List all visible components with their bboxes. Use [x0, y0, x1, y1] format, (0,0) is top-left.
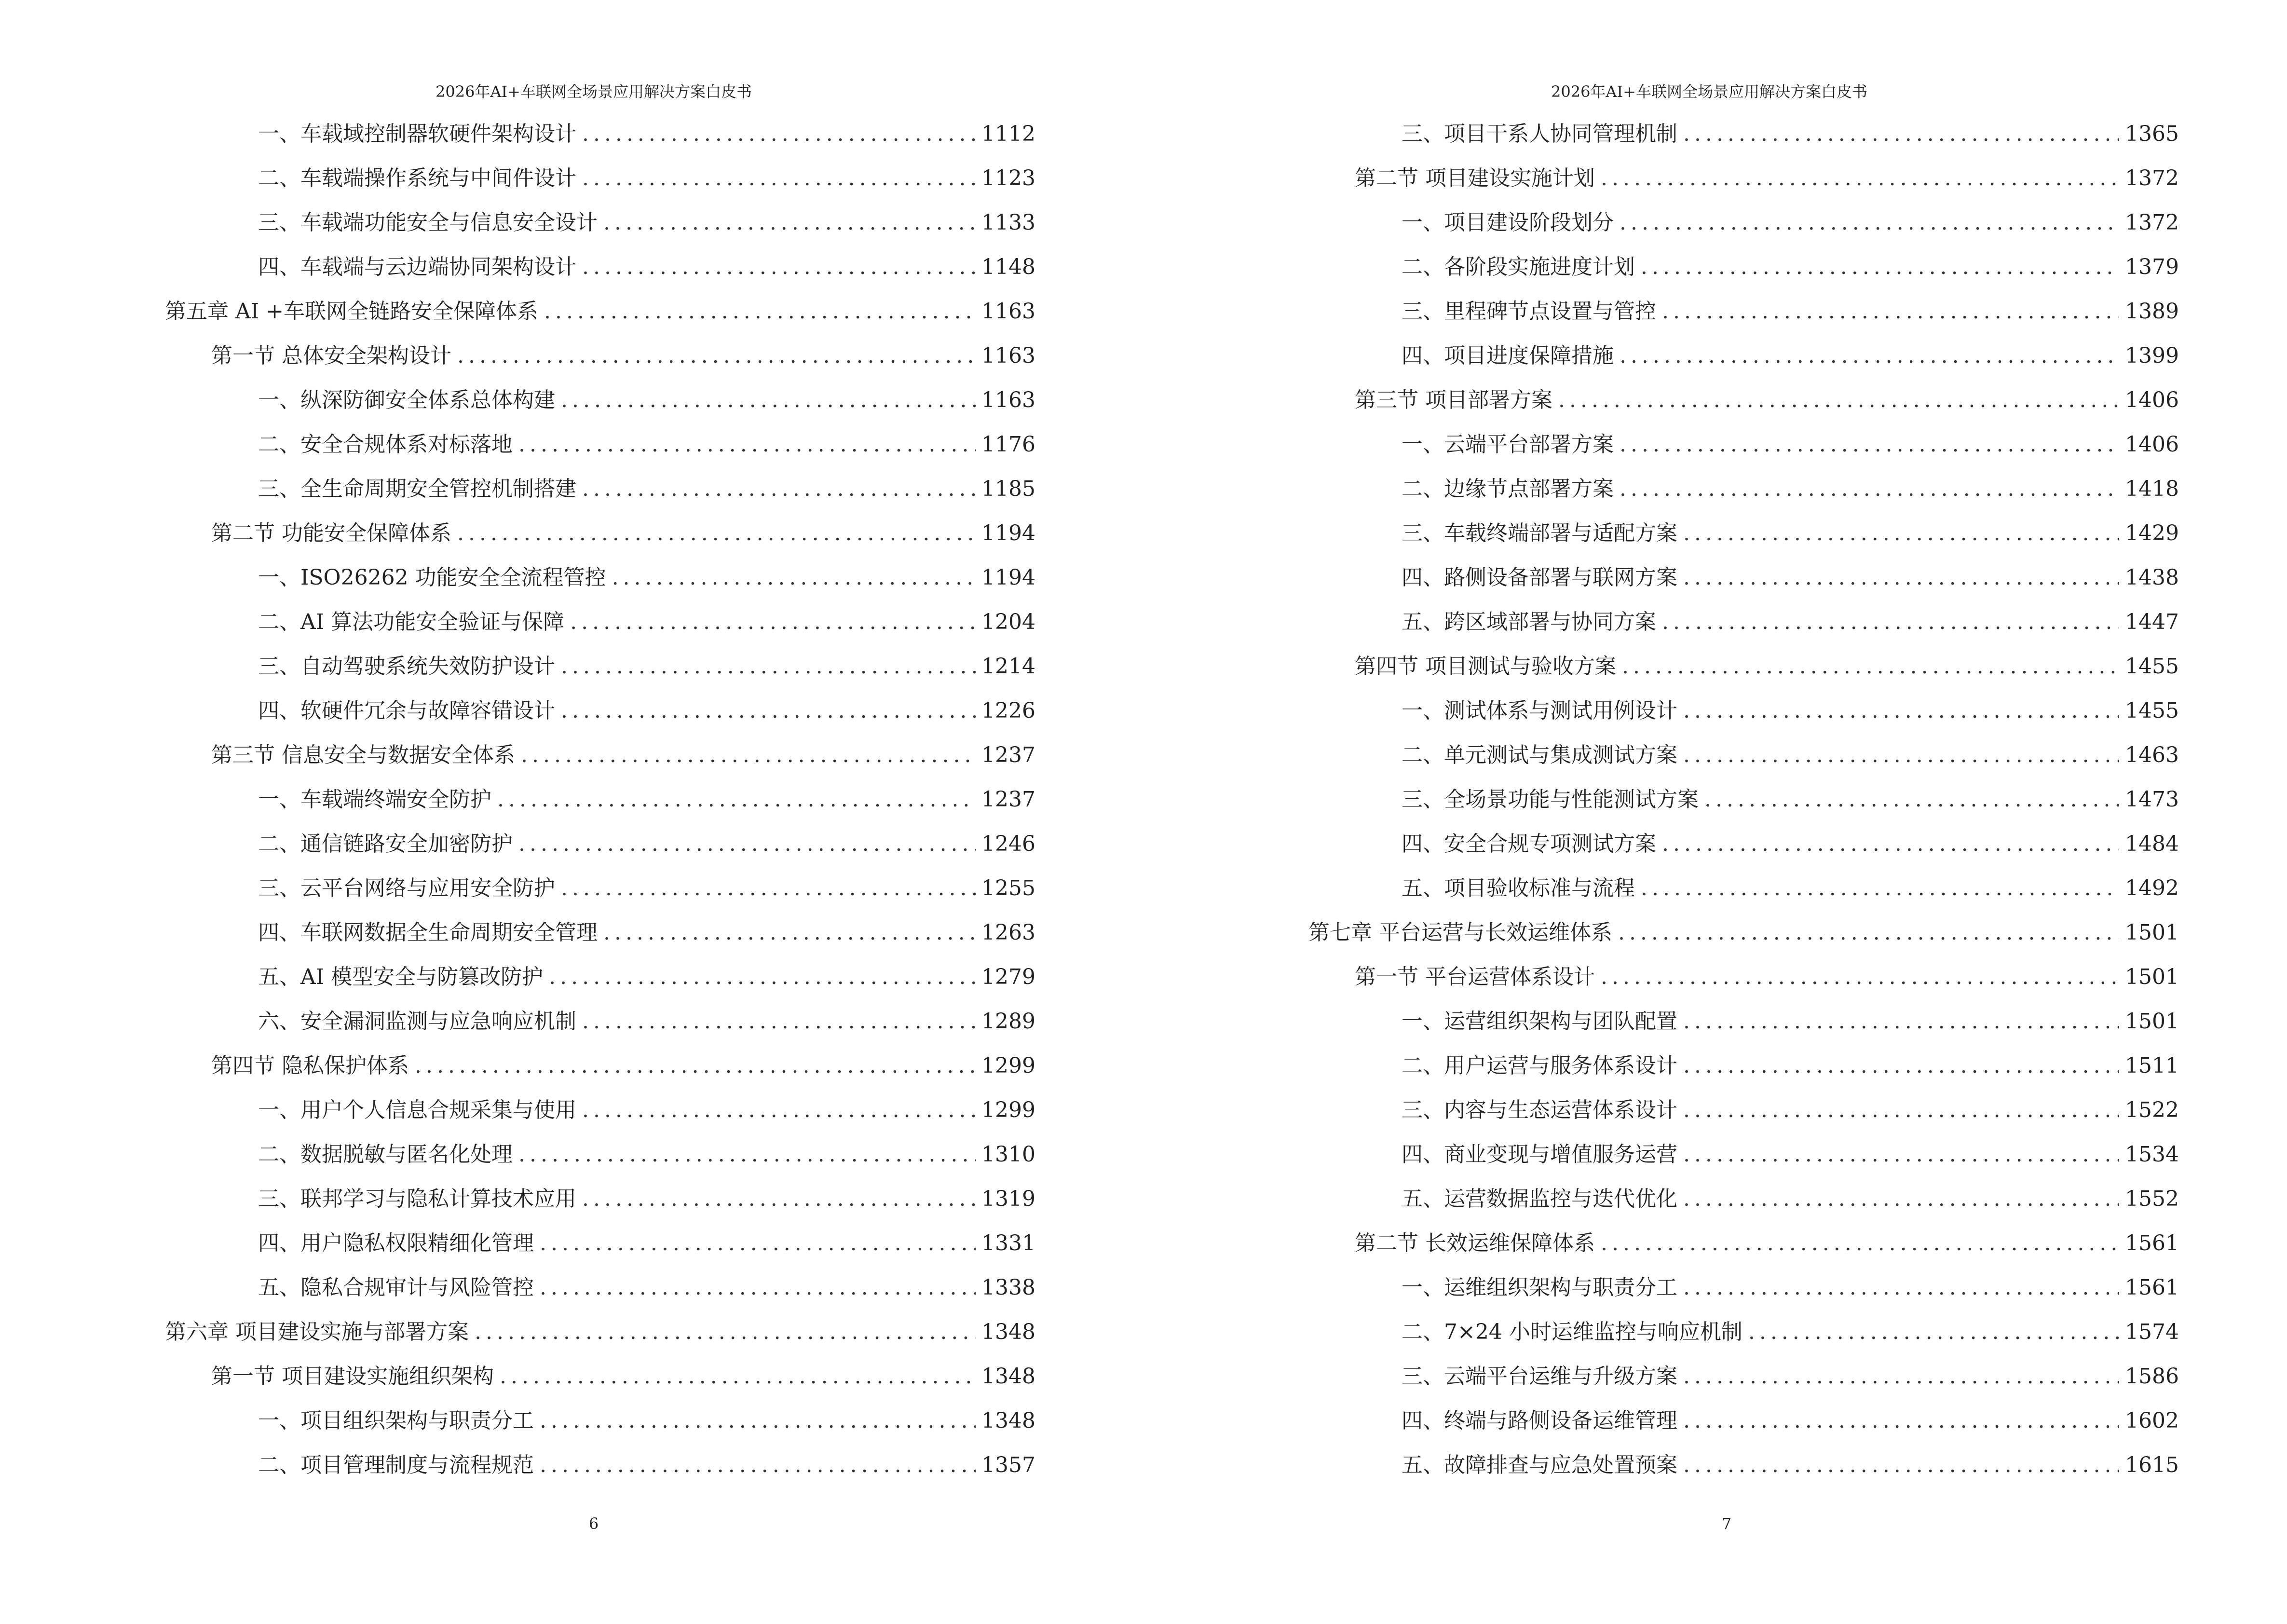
toc-entry[interactable] — [258, 874, 1035, 903]
toc-entry-title: 四、软硬件冗余与故障容错设计 — [258, 698, 555, 723]
toc-entry[interactable] — [1402, 1007, 2179, 1036]
toc-entry-title: 四、用户隐私权限精细化管理 — [258, 1231, 534, 1256]
dot-leader — [1662, 608, 2119, 637]
toc-entry[interactable] — [258, 1140, 1035, 1169]
toc-entry-page: 1406 — [2125, 432, 2179, 457]
toc-entry[interactable] — [258, 1273, 1035, 1302]
toc-entry[interactable] — [1402, 475, 2179, 504]
toc-entry-title: 四、车联网数据全生命周期安全管理 — [258, 920, 598, 945]
toc-entry[interactable] — [258, 208, 1035, 237]
dot-leader — [540, 1406, 976, 1435]
dot-leader — [561, 874, 976, 903]
toc-entry[interactable] — [211, 1362, 1035, 1391]
toc-entry-page: 1310 — [981, 1142, 1035, 1167]
toc-entry-title: 五、故障排查与应急处置预案 — [1402, 1453, 1677, 1477]
toc-entry-page: 1473 — [2125, 787, 2179, 812]
toc-entry[interactable] — [1355, 164, 2179, 193]
dot-leader — [1620, 341, 2119, 370]
toc-entry-page: 1348 — [981, 1408, 1035, 1433]
toc-entry-title: 第二节 长效运维保障体系 — [1355, 1231, 1595, 1256]
toc-entry-page: 1561 — [2125, 1275, 2179, 1300]
toc-entry[interactable] — [1402, 1318, 2179, 1347]
toc-entry[interactable] — [258, 164, 1035, 193]
toc-entry-page: 1185 — [981, 477, 1035, 501]
toc-entry-title: 五、AI 模型安全与防篡改防护 — [258, 965, 544, 989]
page-number: 6 — [588, 1515, 599, 1533]
toc-entry[interactable] — [1355, 386, 2179, 415]
dot-leader — [582, 253, 976, 282]
toc-entry-title: 一、测试体系与测试用例设计 — [1402, 698, 1677, 723]
dot-leader — [1641, 874, 2119, 903]
toc-entry-page: 1348 — [981, 1364, 1035, 1389]
toc-entry[interactable] — [211, 1051, 1035, 1080]
dot-leader — [561, 386, 976, 415]
toc-entry-page: 1399 — [2125, 343, 2179, 368]
toc-entry[interactable] — [1402, 1185, 2179, 1214]
toc-entry-page: 1338 — [981, 1275, 1035, 1300]
dot-leader — [497, 785, 976, 814]
toc-entry-title: 一、ISO26262 功能安全全流程管控 — [258, 565, 606, 590]
toc-entry-page: 1438 — [2125, 565, 2179, 590]
toc-entry-page: 1176 — [981, 432, 1035, 457]
dot-leader — [1641, 253, 2119, 282]
toc-entry-page: 1501 — [2125, 920, 2179, 945]
toc-entry-title: 三、车载终端部署与适配方案 — [1402, 521, 1677, 546]
toc-entry-title: 四、项目进度保障措施 — [1402, 343, 1614, 368]
toc-entry[interactable] — [1402, 785, 2179, 814]
dot-leader — [603, 208, 976, 237]
toc-entry-title: 一、车载域控制器软硬件架构设计 — [258, 122, 576, 146]
dot-leader — [415, 1051, 976, 1080]
toc-entry[interactable] — [258, 608, 1035, 637]
toc-entry-title: 第二节 功能安全保障体系 — [211, 521, 451, 546]
dot-leader — [1683, 1273, 2119, 1302]
toc-entry-title: 二、安全合规体系对标落地 — [258, 432, 513, 457]
toc-entry-page: 1214 — [981, 654, 1035, 679]
dot-leader — [1683, 120, 2119, 149]
toc-entry[interactable] — [1402, 430, 2179, 459]
toc-entry-title: 一、项目建设阶段划分 — [1402, 210, 1614, 235]
dot-leader — [540, 1273, 976, 1302]
dot-leader — [1618, 918, 2119, 947]
toc-entry-title: 三、全场景功能与性能测试方案 — [1402, 787, 1699, 812]
toc-entry-page: 1194 — [981, 565, 1035, 590]
toc-entry-title: 三、车载端功能安全与信息安全设计 — [258, 210, 598, 235]
toc-entry-page: 1194 — [981, 521, 1035, 546]
toc-entry[interactable] — [258, 1007, 1035, 1036]
dot-leader — [570, 608, 976, 637]
toc-entry-page: 1574 — [2125, 1320, 2179, 1344]
toc-entry-title: 六、安全漏洞监测与应急响应机制 — [258, 1009, 576, 1034]
toc-entry[interactable] — [258, 1096, 1035, 1125]
toc-entry-title: 五、项目验收标准与流程 — [1402, 876, 1635, 901]
toc-entry-page: 1319 — [981, 1187, 1035, 1211]
toc-entry-page: 1148 — [981, 255, 1035, 279]
toc-entry[interactable] — [258, 563, 1035, 592]
toc-entry-page: 1112 — [981, 122, 1035, 146]
toc-entry[interactable] — [258, 918, 1035, 947]
dot-leader — [521, 741, 976, 770]
dot-leader — [549, 963, 976, 992]
dot-leader — [1683, 696, 2119, 725]
dot-leader — [1683, 1185, 2119, 1214]
toc-entry-title: 二、单元测试与集成测试方案 — [1402, 743, 1677, 767]
toc-entry[interactable] — [258, 652, 1035, 681]
toc-entry[interactable] — [258, 963, 1035, 992]
toc-entry[interactable] — [1402, 874, 2179, 903]
toc-entry-title: 第一节 平台运营体系设计 — [1355, 965, 1595, 989]
toc-entry-title: 二、AI 算法功能安全验证与保障 — [258, 610, 565, 634]
toc-entry-title: 第三节 项目部署方案 — [1355, 388, 1552, 412]
dot-leader — [561, 696, 976, 725]
toc-entry-page: 1237 — [981, 787, 1035, 812]
toc-entry-title: 五、跨区域部署与协同方案 — [1402, 610, 1656, 634]
toc-entry-page: 1615 — [2125, 1453, 2179, 1477]
toc-entry[interactable] — [258, 785, 1035, 814]
toc-entry-page: 1299 — [981, 1098, 1035, 1122]
dot-leader — [1683, 1051, 2119, 1080]
toc-entry-title: 三、云端平台运维与升级方案 — [1402, 1364, 1677, 1389]
toc-entry[interactable] — [258, 1406, 1035, 1435]
toc-entry-title: 二、各阶段实施进度计划 — [1402, 255, 1635, 279]
dot-leader — [457, 341, 976, 370]
toc-entry-title: 四、车载端与云边端协同架构设计 — [258, 255, 576, 279]
toc-entry-title: 一、纵深防御安全体系总体构建 — [258, 388, 555, 412]
toc-entry-page: 1372 — [2125, 166, 2179, 191]
dot-leader — [1601, 963, 2119, 992]
dot-leader — [1683, 741, 2119, 770]
toc-entry[interactable] — [258, 696, 1035, 725]
toc-entry-page: 1289 — [981, 1009, 1035, 1034]
toc-entry-page: 1534 — [2125, 1142, 2179, 1167]
toc-entry-page: 1602 — [2125, 1408, 2179, 1433]
toc-entry-title: 第一节 项目建设实施组织架构 — [211, 1364, 494, 1389]
toc-entry[interactable] — [258, 1229, 1035, 1258]
toc-entry-page: 1237 — [981, 743, 1035, 767]
toc-entry[interactable] — [165, 1318, 1035, 1347]
dot-leader — [561, 652, 976, 681]
toc-entry[interactable] — [1402, 120, 2179, 149]
toc-entry-page: 1455 — [2125, 698, 2179, 723]
page-number: 7 — [1721, 1515, 1732, 1533]
toc-entry-title: 第七章 平台运营与长效运维体系 — [1308, 920, 1612, 945]
toc-entry[interactable] — [1402, 519, 2179, 548]
toc-entry-title: 一、云端平台部署方案 — [1402, 432, 1614, 457]
toc-entry-title: 第四节 项目测试与验收方案 — [1355, 654, 1616, 679]
toc-entry-title: 三、全生命周期安全管控机制搭建 — [258, 477, 576, 501]
dot-leader — [1748, 1318, 2119, 1347]
toc-entry-title: 第三节 信息安全与数据安全体系 — [211, 743, 515, 767]
dot-leader — [1620, 475, 2119, 504]
dot-leader — [500, 1362, 976, 1391]
toc-page-right — [1144, 0, 2287, 1624]
dot-leader — [582, 120, 976, 149]
toc-entry-title: 二、车载端操作系统与中间件设计 — [258, 166, 576, 191]
toc-entry-title: 一、运营组织架构与团队配置 — [1402, 1009, 1677, 1034]
dot-leader — [1558, 386, 2119, 415]
dot-leader — [544, 297, 976, 326]
toc-entry-page: 1501 — [2125, 965, 2179, 989]
dot-leader — [518, 830, 976, 859]
dot-leader — [1704, 785, 2119, 814]
toc-entry-page: 1455 — [2125, 654, 2179, 679]
toc-entry-page: 1246 — [981, 832, 1035, 856]
toc-entry-title: 二、通信链路安全加密防护 — [258, 832, 513, 856]
toc-entry[interactable] — [1402, 1051, 2179, 1080]
toc-entry-title: 一、车载端终端安全防护 — [258, 787, 491, 812]
toc-entry[interactable] — [258, 475, 1035, 504]
toc-entry-title: 五、隐私合规审计与风险管控 — [258, 1275, 534, 1300]
toc-entry-title: 三、里程碑节点设置与管控 — [1402, 299, 1656, 324]
toc-entry[interactable] — [1402, 1273, 2179, 1302]
toc-entry[interactable] — [258, 120, 1035, 149]
dot-leader — [582, 1185, 976, 1214]
toc-entry-page: 1133 — [981, 210, 1035, 235]
toc-entry-page: 1586 — [2125, 1364, 2179, 1389]
toc-entry-title: 三、项目干系人协同管理机制 — [1402, 122, 1677, 146]
toc-entry[interactable] — [1402, 1451, 2179, 1480]
toc-entry-title: 四、安全合规专项测试方案 — [1402, 832, 1656, 856]
toc-entry[interactable] — [1402, 208, 2179, 237]
toc-entry-title: 第四节 隐私保护体系 — [211, 1053, 409, 1078]
running-header: 2026年AI+车联网全场景应用解决方案白皮书 — [435, 82, 752, 101]
dot-leader — [1683, 1007, 2119, 1036]
toc-entry-page: 1279 — [981, 965, 1035, 989]
toc-entry[interactable] — [1402, 696, 2179, 725]
dot-leader — [1683, 1406, 2119, 1435]
toc-entry-page: 1484 — [2125, 832, 2179, 856]
toc-entry[interactable] — [1402, 563, 2179, 592]
toc-entry-page: 1226 — [981, 698, 1035, 723]
dot-leader — [1601, 164, 2119, 193]
toc-entry-title: 三、自动驾驶系统失效防护设计 — [258, 654, 555, 679]
dot-leader — [540, 1451, 976, 1480]
toc-entry-page: 1447 — [2125, 610, 2179, 634]
toc-entry-page: 1348 — [981, 1320, 1035, 1344]
toc-entry-page: 1365 — [2125, 122, 2179, 146]
dot-leader — [457, 519, 976, 548]
dot-leader — [475, 1318, 976, 1347]
toc-entry[interactable] — [1355, 652, 2179, 681]
toc-entry-page: 1263 — [981, 920, 1035, 945]
toc-entry-page: 1255 — [981, 876, 1035, 901]
toc-entry[interactable] — [211, 519, 1035, 548]
toc-entry-title: 一、运维组织架构与职责分工 — [1402, 1275, 1677, 1300]
dot-leader — [1662, 830, 2119, 859]
toc-entry-page: 1163 — [981, 299, 1035, 324]
toc-entry-page: 1561 — [2125, 1231, 2179, 1256]
toc-entry[interactable] — [1402, 297, 2179, 326]
toc-entry[interactable] — [1402, 341, 2179, 370]
dot-leader — [1683, 1362, 2119, 1391]
toc-entry-title: 二、项目管理制度与流程规范 — [258, 1453, 534, 1477]
toc-entry-page: 1501 — [2125, 1009, 2179, 1034]
toc-entry-page: 1429 — [2125, 521, 2179, 546]
dot-leader — [1683, 1451, 2119, 1480]
toc-entry[interactable] — [1308, 918, 2179, 947]
dot-leader — [1683, 1140, 2119, 1169]
dot-leader — [1683, 1096, 2119, 1125]
dot-leader — [582, 475, 976, 504]
toc-entry[interactable] — [258, 1451, 1035, 1480]
toc-entry-page: 1389 — [2125, 299, 2179, 324]
toc-entry-page: 1372 — [2125, 210, 2179, 235]
dot-leader — [1620, 208, 2119, 237]
toc-entry[interactable] — [211, 741, 1035, 770]
dot-leader — [518, 1140, 976, 1169]
toc-entry[interactable] — [1402, 608, 2179, 637]
toc-entry[interactable] — [258, 430, 1035, 459]
dot-leader — [1622, 652, 2119, 681]
dot-leader — [1683, 519, 2119, 548]
toc-entry-page: 1204 — [981, 610, 1035, 634]
toc-entry-page: 1552 — [2125, 1187, 2179, 1211]
dot-leader — [1662, 297, 2119, 326]
toc-entry-title: 第五章 AI +车联网全链路安全保障体系 — [165, 299, 538, 324]
toc-entry-title: 二、用户运营与服务体系设计 — [1402, 1053, 1677, 1078]
dot-leader — [603, 918, 976, 947]
toc-entry[interactable] — [1402, 830, 2179, 859]
toc-entry-title: 二、边缘节点部署方案 — [1402, 477, 1614, 501]
running-header: 2026年AI+车联网全场景应用解决方案白皮书 — [1551, 82, 1868, 101]
toc-entry[interactable] — [211, 341, 1035, 370]
dot-leader — [1620, 430, 2119, 459]
toc-entry-title: 三、内容与生态运营体系设计 — [1402, 1098, 1677, 1122]
dot-leader — [612, 563, 976, 592]
dot-leader — [518, 430, 976, 459]
toc-entry-title: 三、联邦学习与隐私计算技术应用 — [258, 1187, 576, 1211]
toc-entry-title: 五、运营数据监控与迭代优化 — [1402, 1187, 1677, 1211]
toc-entry-page: 1406 — [2125, 388, 2179, 412]
toc-entry-page: 1418 — [2125, 477, 2179, 501]
toc-entry-page: 1511 — [2125, 1053, 2179, 1078]
toc-entry-title: 一、用户个人信息合规采集与使用 — [258, 1098, 576, 1122]
toc-entry-title: 三、云平台网络与应用安全防护 — [258, 876, 555, 901]
toc-entry-title: 二、数据脱敏与匿名化处理 — [258, 1142, 513, 1167]
toc-entry[interactable] — [1402, 741, 2179, 770]
toc-entry-page: 1522 — [2125, 1098, 2179, 1122]
toc-entry[interactable] — [1402, 253, 2179, 282]
dot-leader — [540, 1229, 976, 1258]
toc-entry[interactable] — [258, 386, 1035, 415]
toc-entry-page: 1163 — [981, 343, 1035, 368]
toc-entry-page: 1123 — [981, 166, 1035, 191]
toc-entry[interactable] — [258, 253, 1035, 282]
toc-entry-title: 四、路侧设备部署与联网方案 — [1402, 565, 1677, 590]
toc-entry-page: 1492 — [2125, 876, 2179, 901]
toc-entry[interactable] — [1402, 1362, 2179, 1391]
dot-leader — [1683, 563, 2119, 592]
toc-entry-title: 第六章 项目建设实施与部署方案 — [165, 1320, 469, 1344]
dot-leader — [1601, 1229, 2119, 1258]
toc-entry-title: 第一节 总体安全架构设计 — [211, 343, 451, 368]
toc-entry[interactable] — [1355, 963, 2179, 992]
toc-entry-page: 1357 — [981, 1453, 1035, 1477]
toc-entry-page: 1463 — [2125, 743, 2179, 767]
toc-entry[interactable] — [258, 830, 1035, 859]
toc-entry-title: 四、商业变现与增值服务运营 — [1402, 1142, 1677, 1167]
toc-entry[interactable] — [165, 297, 1035, 326]
toc-entry-title: 第二节 项目建设实施计划 — [1355, 166, 1595, 191]
toc-entry[interactable] — [1402, 1096, 2179, 1125]
toc-entry-page: 1379 — [2125, 255, 2179, 279]
toc-entry-page: 1299 — [981, 1053, 1035, 1078]
toc-entry[interactable] — [258, 1185, 1035, 1214]
dot-leader — [582, 164, 976, 193]
toc-entry[interactable] — [1402, 1140, 2179, 1169]
toc-entry-page: 1163 — [981, 388, 1035, 412]
dot-leader — [582, 1007, 976, 1036]
toc-entry-title: 二、7×24 小时运维监控与响应机制 — [1402, 1320, 1742, 1344]
toc-entry-page: 1331 — [981, 1231, 1035, 1256]
dot-leader — [582, 1096, 976, 1125]
toc-entry-title: 四、终端与路侧设备运维管理 — [1402, 1408, 1677, 1433]
toc-entry[interactable] — [1402, 1406, 2179, 1435]
toc-entry-title: 一、项目组织架构与职责分工 — [258, 1408, 534, 1433]
toc-entry[interactable] — [1355, 1229, 2179, 1258]
